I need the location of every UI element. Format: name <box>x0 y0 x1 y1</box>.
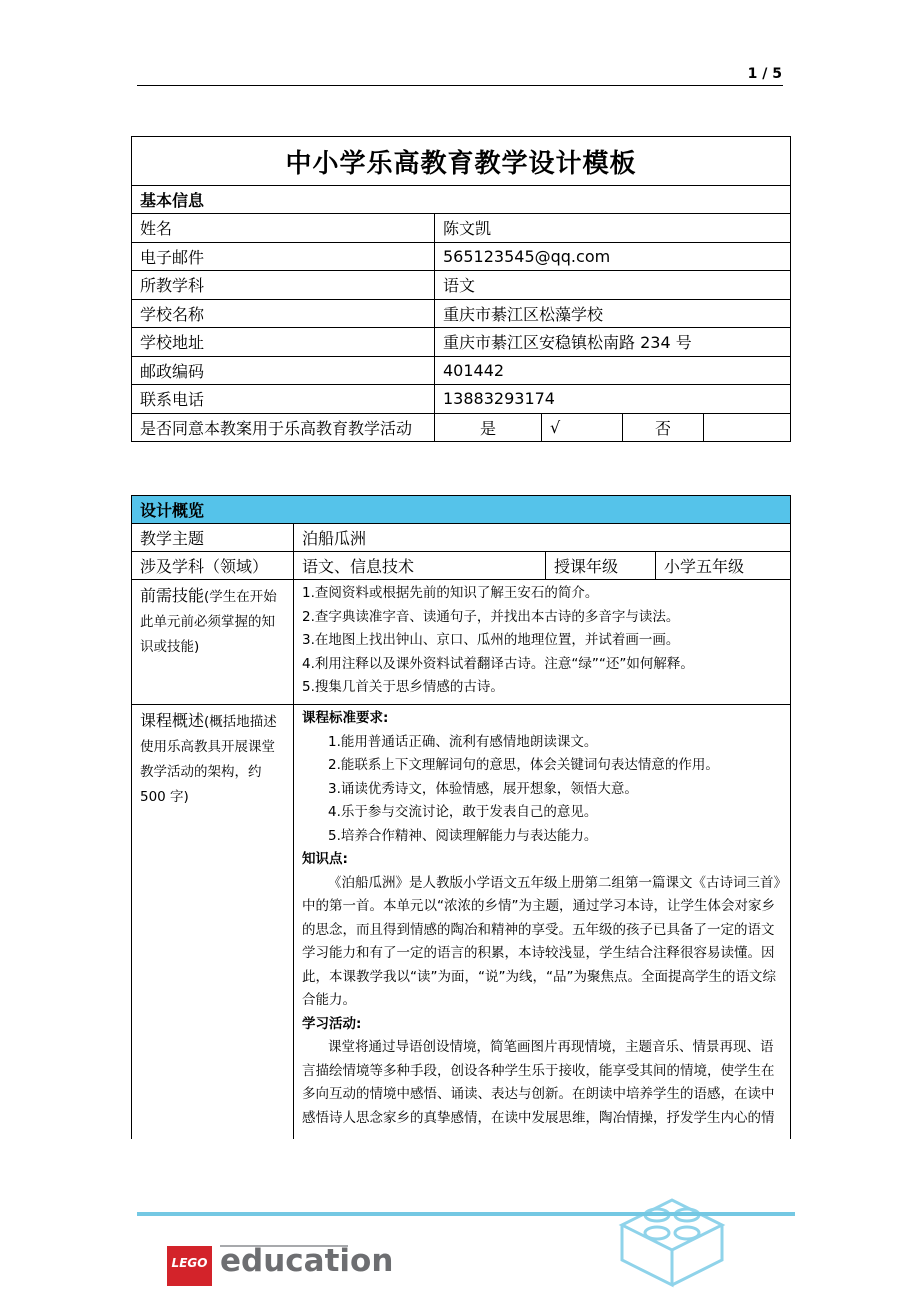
subjects-label: 涉及学科（领域） <box>132 552 294 580</box>
table-row <box>132 328 791 357</box>
field-value-postcode: 401442 <box>435 356 791 385</box>
list-item: 5.培养合作精神、阅读理解能力与表达能力。 <box>328 827 598 844</box>
list-item: 4.乐于参与交流讨论，敢于发表自己的意见。 <box>328 804 598 820</box>
field-value-name: 陈文凯 <box>435 214 791 243</box>
overview-label: 课程概述 <box>140 711 205 730</box>
field-value-school: 重庆市綦江区松藻学校 <box>435 299 791 328</box>
list-item: 2.能联系上下文理解词句的意思，体会关键词句表达情意的作用。 <box>328 757 719 773</box>
list-item: 5.搜集几首关于思乡情感的古诗。 <box>302 679 504 695</box>
prereq-row <box>132 580 791 705</box>
table-row <box>132 356 791 385</box>
field-label: 学校地址 <box>132 328 435 357</box>
document-title: 中小学乐高教育教学设计模板 <box>132 137 791 186</box>
grade-value: 小学五年级 <box>656 552 791 580</box>
prereq-content <box>294 580 791 705</box>
consent-no-label: 否 <box>623 413 704 442</box>
prereq-hint: (学生在开始此单元前必须掌握的知识或技能) <box>140 589 277 655</box>
table-row <box>132 299 791 328</box>
activities-heading: 学习活动: <box>302 1015 362 1032</box>
prereq-label: 前需技能 <box>140 586 205 605</box>
section-design-overview: 设计概览 <box>132 496 791 524</box>
prereq-label-cell <box>132 580 294 705</box>
knowledge-heading: 知识点: <box>302 851 348 867</box>
overview-row <box>132 705 791 1140</box>
design-overview-table <box>131 495 791 1139</box>
activities-paragraph: 课堂将通过导语创设情境，简笔画图片再现情境，主题音乐、情景再现、语言描绘情境等多种手段，创设各种学生乐于接收，能享受其间的情境，使学生在多向互动的情境中感悟、诵读、表达与创新。在朗读中培养学生的语感，在读中感悟诗人思念家乡的真挚感情，在读中发展思维，陶冶情操，抒发学生内心的情 <box>302 1039 775 1126</box>
page-number: 1 / 5 <box>747 66 782 82</box>
field-label: 联系电话 <box>132 385 435 414</box>
table-row <box>132 385 791 414</box>
topic-label: 教学主题 <box>132 524 294 552</box>
field-label: 学校名称 <box>132 299 435 328</box>
overview-label-cell <box>132 705 294 1140</box>
table-row <box>132 552 791 580</box>
field-value-phone: 13883293174 <box>435 385 791 414</box>
grade-label: 授课年级 <box>546 552 656 580</box>
field-label: 邮政编码 <box>132 356 435 385</box>
field-value-address: 重庆市綦江区安稳镇松南路 234 号 <box>435 328 791 357</box>
consent-no-check <box>704 413 791 442</box>
list-item: 4.利用注释以及课外资料试着翻译古诗。注意“绿”“还”如何解释。 <box>302 655 694 672</box>
overview-hint: (概括地描述使用乐高教具开展课堂教学活动的架构，约 500 字) <box>140 714 277 805</box>
field-label: 所教学科 <box>132 271 435 300</box>
field-value-email: 565123545@qq.com <box>435 242 791 271</box>
knowledge-paragraph: 《泊船瓜洲》是人教版小学语文五年级上册第二组第一篇课文《古诗词三首》中的第一首。本单元以“浓浓的乡情”为主题，通过学习本诗，让学生体会对家乡的思念，而且得到情感的陶冶和精神的享受。五年级的孩子已具备了一定的语文学习能力和有了一定的语言的积累，本诗较浅显，学生结合注释很容易读懂。因此，本课教学我以“读”为面，“说”为线，“品”为聚焦点。全面提高学生的语文综合能力。 <box>302 874 781 1008</box>
table-row <box>132 524 791 552</box>
field-label: 姓名 <box>132 214 435 243</box>
table-row <box>132 271 791 300</box>
standards-heading: 课程标准要求: <box>302 710 389 726</box>
brand-education: education <box>220 1243 394 1279</box>
table-row <box>132 242 791 271</box>
basic-info-table <box>131 136 791 442</box>
footer-rule <box>137 1212 795 1216</box>
consent-yes-label: 是 <box>435 413 542 442</box>
consent-row <box>132 413 791 442</box>
list-item: 1.查阅资料或根据先前的知识了解王安石的简介。 <box>302 585 599 601</box>
topic-value: 泊船瓜洲 <box>294 524 791 552</box>
header-rule <box>137 85 783 86</box>
consent-label: 是否同意本教案用于乐高教育教学活动 <box>132 413 435 442</box>
list-item: 3.在地图上找出钟山、京口、瓜州的地理位置，并试着画一画。 <box>302 632 680 648</box>
list-item: 3.诵读优秀诗文，体验情感，展开想象，领悟大意。 <box>328 780 638 797</box>
section-basic-info: 基本信息 <box>132 186 791 214</box>
subjects-value: 语文、信息技术 <box>294 552 546 580</box>
lego-logo-text: LEGO <box>171 1256 208 1270</box>
consent-yes-check: √ <box>542 413 623 442</box>
list-item: 2.查字典读准字音、读通句子，并找出本古诗的多音字与读法。 <box>302 608 680 625</box>
overview-content <box>294 705 791 1140</box>
table-row <box>132 214 791 243</box>
list-item: 1.能用普通话正确、流利有感情地朗读课文。 <box>328 733 598 750</box>
field-label: 电子邮件 <box>132 242 435 271</box>
field-value-subject: 语文 <box>435 271 791 300</box>
lego-brick-icon <box>612 1180 732 1290</box>
